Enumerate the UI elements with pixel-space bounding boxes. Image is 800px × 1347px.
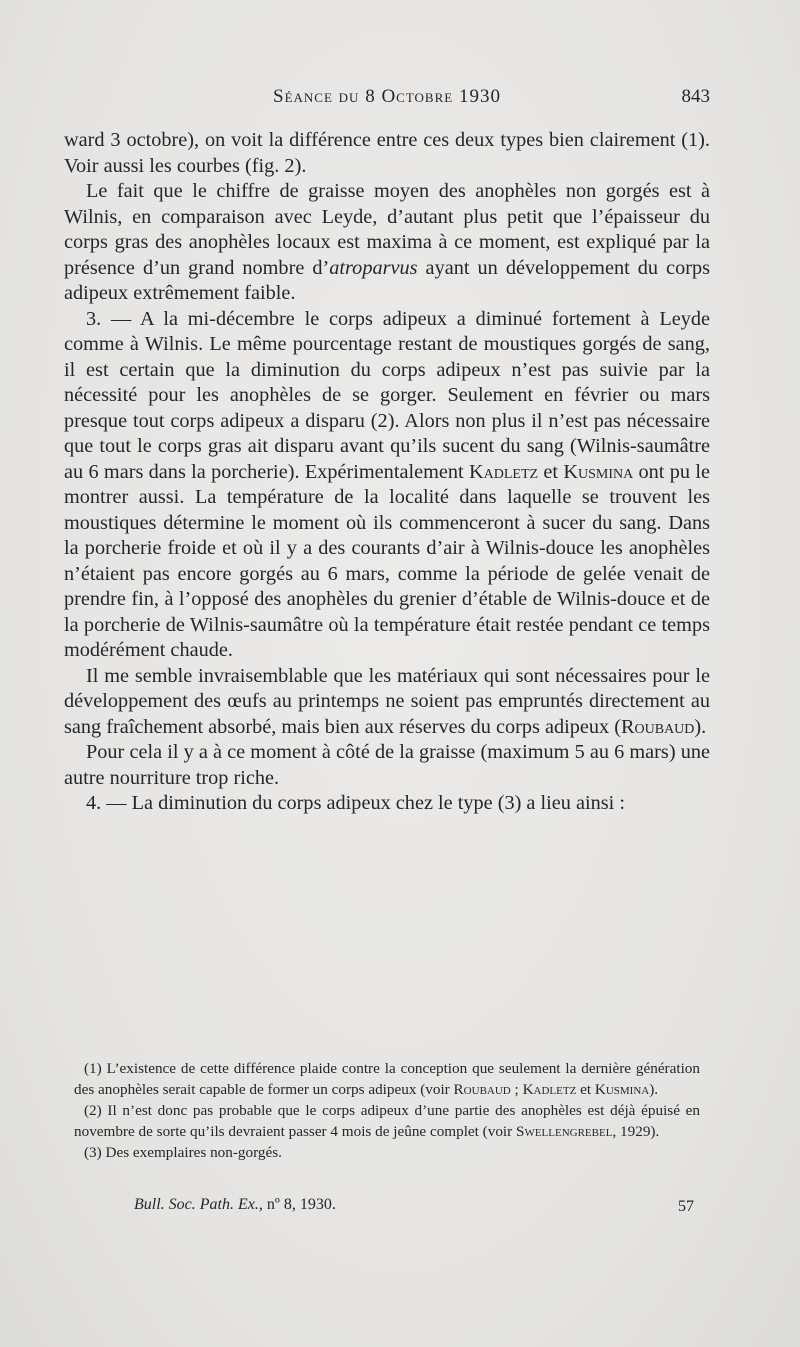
author-name: Swellengrebel	[516, 1123, 613, 1140]
footnote-text: ).	[649, 1081, 659, 1098]
main-text	[64, 128, 710, 817]
footnote-text: ;	[510, 1081, 523, 1098]
species-name: atroparvus	[329, 256, 418, 279]
paragraph	[64, 664, 710, 741]
paragraph-text: ont pu le montrer aussi. La température de la localité dans laquelle se trouvent les moustiques détermine le moment où ils commenceront à sucer du sang. Dans la porcherie froide et où il y a des courants d’air à Wilnis-douce les anophèles n’étaient pas encore gorgés au 6 mars, comme la période de gelée venait de prendre fin, à l’opposé des anophèles du grenier d’étable de Wilnis-douce et de la porcherie de Wilnis-saumâtre où la température était restée pendant ce temps modérément chaude.	[64, 460, 710, 661]
paragraph-text: ).	[694, 715, 707, 738]
paragraph	[64, 307, 710, 664]
paragraph	[64, 179, 710, 307]
bibliographic-line	[134, 1196, 694, 1220]
footnote	[74, 1100, 700, 1142]
paragraph-text: ayant un développement du corps adipeux extrêmement faible.	[64, 256, 710, 304]
author-name: Kadletz	[522, 1081, 577, 1098]
footnote	[74, 1058, 700, 1100]
author-name: Kusmina	[563, 460, 634, 483]
footnotes	[74, 1058, 700, 1163]
author-name: Kadletz	[468, 460, 539, 483]
footnote-text: (1) L’existence de cette différence plaide contre la conception que seulement la dernière génération des anophèles serait capable de former un corps adipeux (voir	[74, 1060, 700, 1098]
footnote-text: et	[576, 1081, 595, 1098]
footnote: (3) Des exemplaires non-gorgés.	[84, 1144, 282, 1161]
journal-name: Bull. Soc. Path. Ex.	[134, 1196, 259, 1213]
signature-mark: 57	[678, 1198, 694, 1215]
running-header	[64, 86, 710, 114]
paragraph: 4. — La diminution du corps adipeux chez le type (3) a lieu ainsi :	[86, 792, 625, 814]
footnote-text: , 1929).	[612, 1123, 660, 1140]
paragraph-text: et	[538, 460, 564, 483]
footnote-text: (2) Il n’est donc pas probable que le corps adipeux d’une partie des anophèles est déjà épuisé en novembre de sorte qu’ils devraient passer 4 mois de jeûne complet (voir	[74, 1102, 700, 1140]
author-name: Roubaud	[620, 715, 695, 738]
paragraph-text: 3. — A la mi-décembre le corps adipeux a diminué fortement à Leyde comme à Wilnis. Le même pourcentage restant de moustiques gorgés de sang, il est certain que la diminution du corps adipeux n’est pas suivie par la nécessité pour les anophèles de se gorger. Seulement en février ou mars presque tout corps adipeux a disparu (2). Alors non plus il n’est pas nécessaire que tout le corps gras ait disparu avant qu’ils sucent du sang (Wilnis-saumâtre au 6 mars dans la porcherie). Expérimentalement	[64, 307, 710, 483]
running-title: Séance du 8 Octobre 1930	[273, 86, 501, 107]
paragraph-text: Le fait que le chiffre de graisse moyen des anophèles non gorgés est à Wilnis, en comparaison avec Leyde, d’autant plus petit que l’épaisseur du corps gras des anophèles locaux est maxima à ce moment, est expliqué par la présence d’un grand nombre d’	[64, 180, 710, 279]
paragraph: Pour cela il y a à ce moment à côté de la graisse (maximum 5 au 6 mars) une autre nourriture trop riche.	[64, 741, 710, 789]
author-name: Roubaud	[453, 1081, 511, 1098]
page-number: 843	[681, 86, 710, 107]
paragraph-text: Il me semble invraisemblable que les matériaux qui sont nécessaires pour le développement des œufs au printemps ne soient pas empruntés directement au sang fraîchement absorbé, mais bien aux réserves du corps adipeux (	[64, 664, 710, 738]
journal-issue: , nº 8, 1930.	[258, 1196, 336, 1213]
author-name: Kusmina	[594, 1081, 650, 1098]
paragraph: ward 3 octobre), on voit la différence entre ces deux types bien clairement (1). Voir aussi les courbes (fig. 2).	[64, 129, 710, 177]
